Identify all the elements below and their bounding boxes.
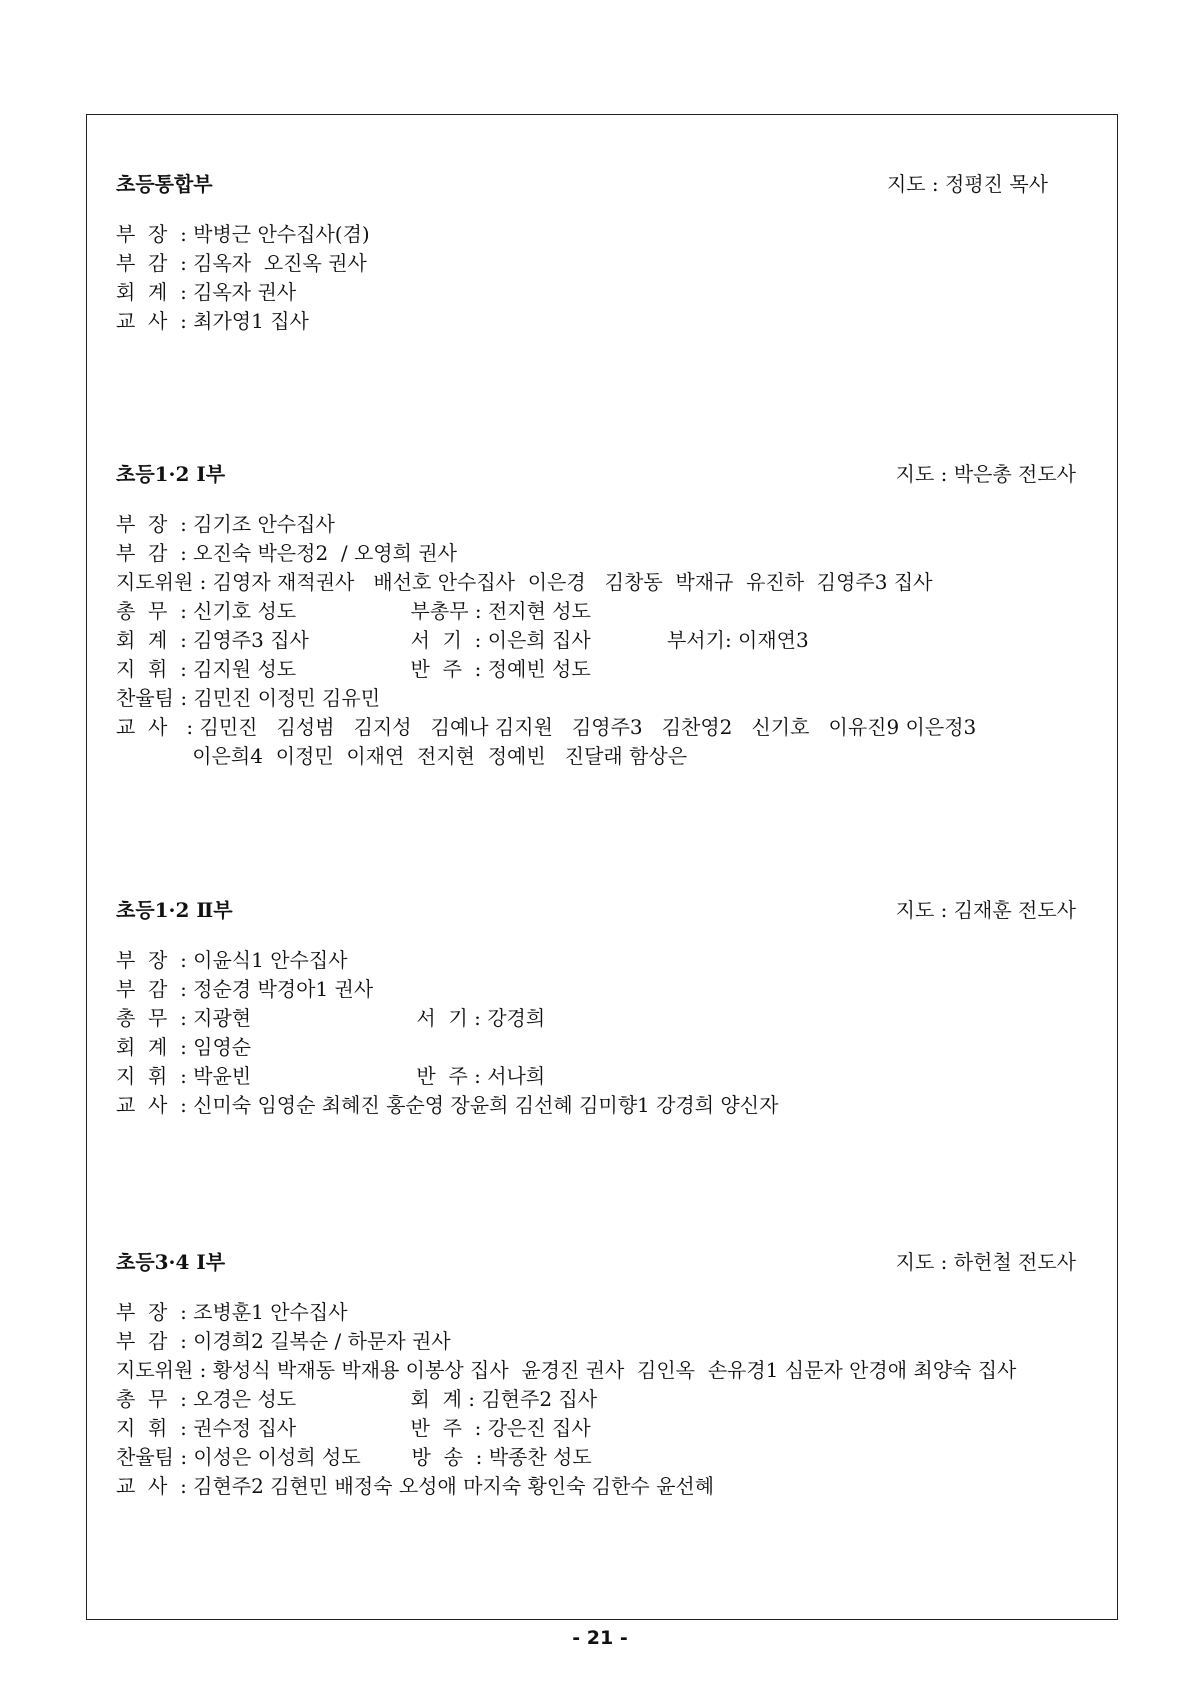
section-director: 지도 : 박은총 전도사 [895,462,1076,486]
section-title: 초등3·4 Ⅰ부 [116,1250,226,1274]
section-line: 지 휘 : 박윤빈 반 주 : 서나희 [116,1064,546,1088]
section-header [116,896,1076,926]
section-line: 회 계 : 김옥자 권사 [116,280,297,304]
section-elementary-12-part1 [116,460,1076,771]
section-line: 부 감 : 오진숙 박은정2 / 오영희 권사 [116,541,457,565]
section-line: 찬율팀 : 이성은 이성희 성도 방 송 : 박종찬 성도 [116,1445,592,1469]
section-line: 지 휘 : 권수정 집사 반 주 : 강은진 집사 [116,1416,591,1440]
section-line: 이은희4 이정민 이재연 전지현 정예빈 진달래 함상은 [116,744,688,768]
section-title: 초등1·2 Ⅱ부 [116,898,233,922]
section-header [116,170,1076,200]
section-line: 교 사 : 신미숙 임영순 최혜진 홍순영 장윤희 김선혜 김미향1 강경희 양신자 [116,1093,779,1117]
section-line: 지도위원 : 황성식 박재동 박재용 이봉상 집사 윤경진 권사 김인옥 손유경1 심문자 안경애 최양숙 집사 [116,1358,1017,1382]
section-line: 부 장 : 조병훈1 안수집사 [116,1300,348,1324]
section-header [116,1248,1076,1278]
section-line: 부 장 : 박병근 안수집사(겸) [116,222,370,246]
section-line: 총 무 : 신기호 성도 부총무 : 전지현 성도 [116,599,591,623]
section-line: 교 사 : 김현주2 김현민 배정숙 오성애 마지숙 황인숙 김한수 윤선혜 [116,1474,715,1498]
section-line: 총 무 : 오경은 성도 회 계 : 김현주2 집사 [116,1387,598,1411]
section-line: 부 장 : 김기조 안수집사 [116,512,335,536]
section-line: 찬율팀 : 김민진 이정민 김유민 [116,686,381,710]
section-line: 부 감 : 이경희2 길복순 / 하문자 권사 [116,1329,451,1353]
section-line: 회 계 : 임영순 [116,1035,252,1059]
section-elementary-34-part1 [116,1248,1076,1501]
section-line: 지도위원 : 김영자 재적권사 배선호 안수집사 이은경 김창동 박재규 유진하 김영주3 집사 [116,570,933,594]
section-title: 초등통합부 [116,172,213,196]
section-director: 지도 : 정평진 목사 [886,172,1048,196]
section-line: 교 사 : 최가영1 집사 [116,309,309,333]
section-elementary-combined [116,170,1076,336]
section-header [116,460,1076,490]
section-line: 부 장 : 이윤식1 안수집사 [116,948,348,972]
section-line: 교 사 : 김민진 김성범 김지성 김예나 김지원 김영주3 김찬영2 신기호 이유진9 이은정3 [116,715,977,739]
section-director: 지도 : 김재훈 전도사 [895,898,1076,922]
section-line: 지 휘 : 김지원 성도 반 주 : 정예빈 성도 [116,657,591,681]
section-elementary-12-part2 [116,896,1076,1120]
section-line: 부 감 : 김옥자 오진옥 권사 [116,251,367,275]
section-line: 회 계 : 김영주3 집사 서 기 : 이은희 집사 부서기: 이재연3 [116,628,809,652]
section-line: 부 감 : 정순경 박경아1 권사 [116,977,374,1001]
section-line: 총 무 : 지광현 서 기 : 강경희 [116,1006,546,1030]
section-title: 초등1·2 Ⅰ부 [116,462,226,486]
section-director: 지도 : 하헌철 전도사 [895,1250,1076,1274]
page-number: - 21 - [572,1627,628,1649]
